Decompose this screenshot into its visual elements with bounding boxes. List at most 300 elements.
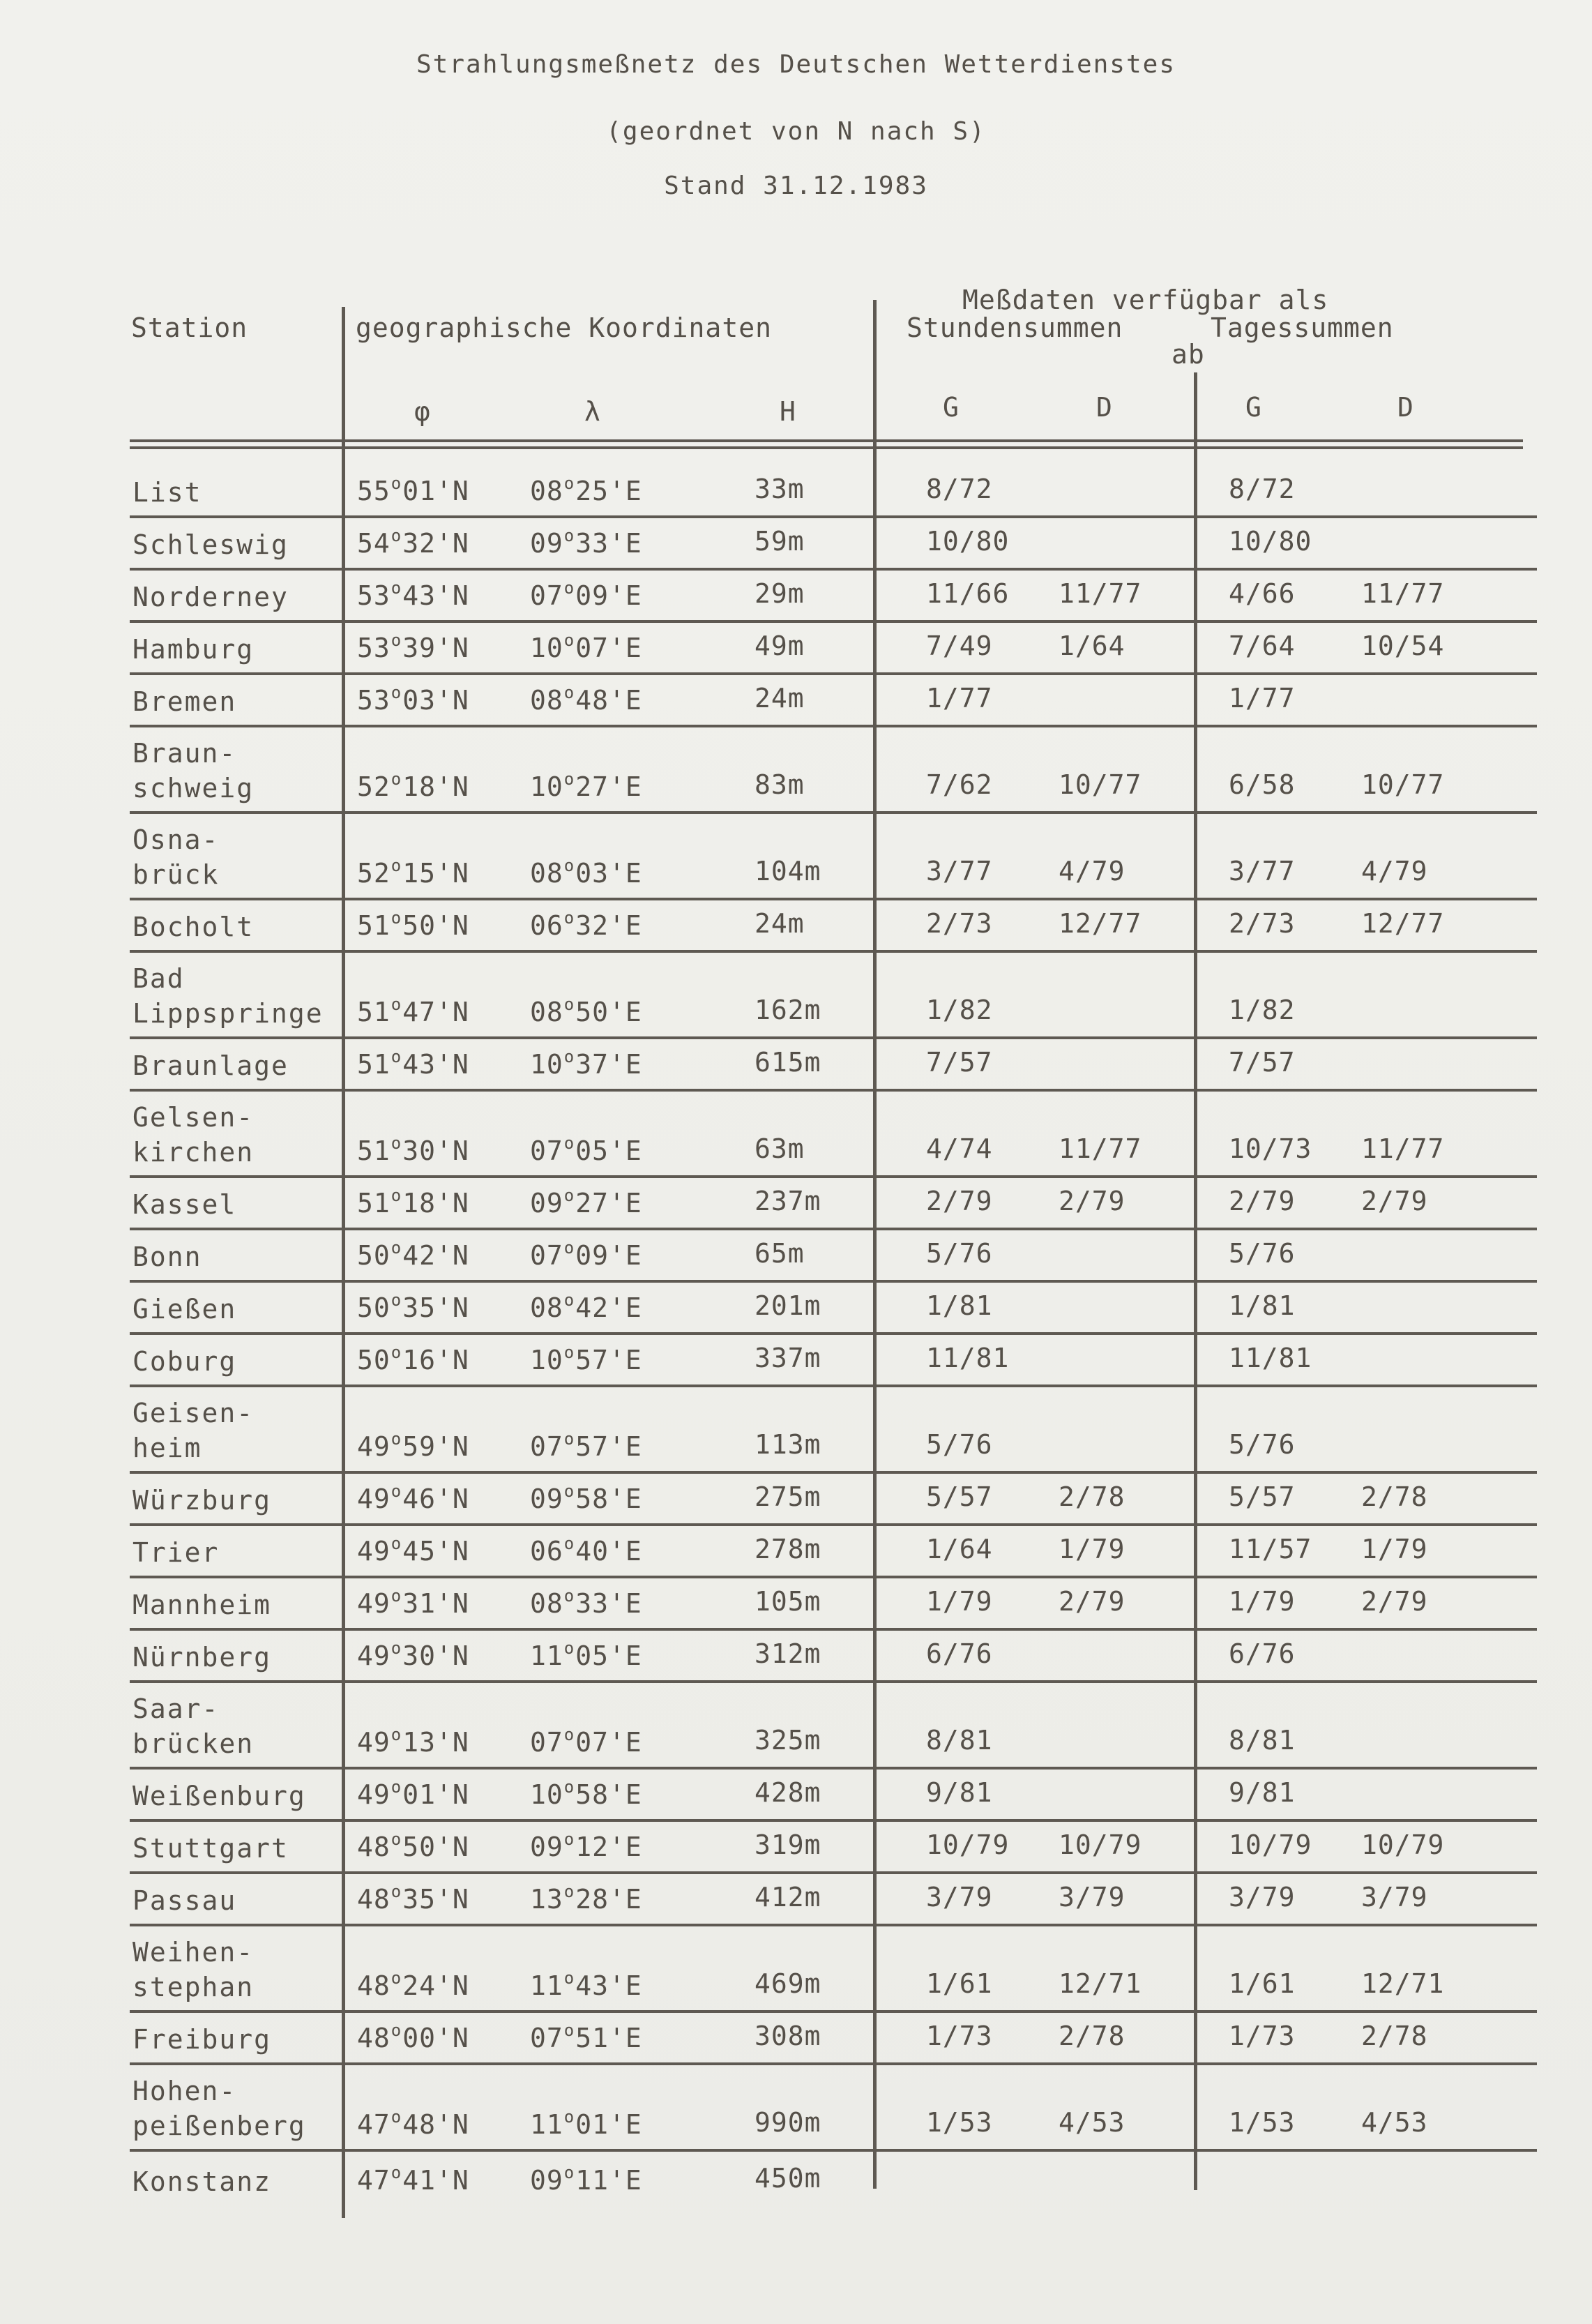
latitude [357, 1481, 469, 1514]
longitude [530, 1238, 642, 1271]
degree-symbol: o [563, 578, 575, 598]
daily-global: 7/64 [1229, 631, 1296, 661]
daily-global: 6/76 [1229, 1638, 1296, 1669]
station-name [132, 475, 202, 510]
degree-symbol: o [391, 2163, 402, 2182]
coord-degrees: 08 [530, 685, 563, 716]
latitude [357, 474, 469, 506]
coord-degrees: 50 [357, 1345, 391, 1375]
longitude [530, 1725, 642, 1758]
station-name-line: Schleswig [132, 529, 289, 560]
coord-minutes: 13'N [402, 1727, 469, 1758]
row-divider [130, 1680, 1537, 1683]
longitude [530, 2163, 642, 2196]
hourly-global: 9/81 [926, 1777, 993, 1808]
height: 33m [755, 474, 805, 504]
hourly-diffuse: 10/79 [1059, 1829, 1142, 1860]
longitude [530, 474, 642, 506]
degree-symbol: o [391, 1829, 402, 1849]
latitude [357, 1429, 469, 1462]
coord-minutes: 32'E [575, 910, 642, 941]
coord-degrees: 47 [357, 2109, 391, 2140]
coord-degrees: 51 [357, 997, 391, 1027]
latitude [357, 1968, 469, 2001]
coord-degrees: 08 [530, 476, 563, 506]
row-divider [130, 1228, 1537, 1230]
daily-global: 4/66 [1229, 578, 1296, 609]
height: 469m [755, 1968, 821, 1999]
coord-minutes: 33'E [575, 528, 642, 559]
coord-minutes: 01'N [402, 1779, 469, 1810]
coord-minutes: 42'E [575, 1292, 642, 1323]
station-name-line: schweig [132, 773, 255, 803]
station-name [132, 1344, 236, 1379]
latitude [357, 856, 469, 889]
hourly-global: 5/76 [926, 1238, 993, 1269]
daily-global: 5/57 [1229, 1481, 1296, 1512]
latitude [357, 2163, 469, 2196]
coord-minutes: 50'E [575, 997, 642, 1027]
hourly-global: 1/64 [926, 1534, 993, 1564]
longitude [530, 1829, 642, 1862]
row-divider [130, 2010, 1537, 2013]
coord-degrees: 48 [357, 1970, 391, 2001]
longitude [530, 856, 642, 889]
hourly-global: 1/61 [926, 1968, 993, 1999]
coord-minutes: 03'N [402, 685, 469, 716]
header-hourly-sums: Stundensummen [907, 312, 1123, 343]
degree-symbol: o [563, 1238, 575, 1258]
hourly-global: 1/81 [926, 1290, 993, 1321]
coord-minutes: 01'N [402, 476, 469, 506]
header-rule-top [130, 439, 1523, 442]
row-divider [130, 515, 1537, 518]
degree-symbol: o [563, 2021, 575, 2040]
coord-minutes: 07'E [575, 633, 642, 663]
longitude [530, 631, 642, 663]
coord-minutes: 11'E [575, 2165, 642, 2196]
daily-diffuse: 2/78 [1361, 2021, 1428, 2051]
station-name-line: stephan [132, 1972, 255, 2002]
degree-symbol: o [391, 1290, 402, 1310]
station-name-line: Saar- [132, 1693, 220, 1724]
height: 412m [755, 1882, 821, 1912]
coord-minutes: 41'N [402, 2165, 469, 2196]
degree-symbol: o [391, 1968, 402, 1988]
degree-symbol: o [563, 1777, 575, 1797]
degree-symbol: o [563, 1186, 575, 1205]
column-divider-station [342, 307, 345, 2218]
height: 63m [755, 1133, 805, 1164]
degree-symbol: o [563, 1638, 575, 1658]
row-divider [130, 620, 1537, 623]
row-divider [130, 2149, 1537, 2152]
row-divider [130, 1767, 1537, 1770]
latitude [357, 769, 469, 802]
degree-symbol: o [563, 856, 575, 875]
daily-diffuse: 12/71 [1361, 1968, 1445, 1999]
station-name-line: Würzburg [132, 1485, 272, 1516]
header-d-hourly: D [1096, 392, 1113, 423]
station-name-line: Mannheim [132, 1590, 272, 1620]
coord-minutes: 35'N [402, 1292, 469, 1323]
station-name [132, 1535, 219, 1570]
daily-global: 2/73 [1229, 908, 1296, 939]
station-name-line: Hamburg [132, 634, 255, 665]
coord-degrees: 49 [357, 1484, 391, 1514]
daily-global: 1/77 [1229, 683, 1296, 714]
latitude [357, 683, 469, 716]
row-divider [130, 1471, 1537, 1474]
coord-minutes: 42'N [402, 1240, 469, 1271]
degree-symbol: o [391, 1481, 402, 1501]
daily-diffuse: 4/79 [1361, 856, 1428, 886]
coord-degrees: 49 [357, 1640, 391, 1671]
hourly-global: 11/66 [926, 578, 1010, 609]
coord-minutes: 48'N [402, 2109, 469, 2140]
coord-degrees: 09 [530, 1188, 563, 1218]
station-name [132, 1935, 254, 2005]
height: 312m [755, 1638, 821, 1669]
coord-minutes: 59'N [402, 1431, 469, 1462]
height: 428m [755, 1777, 821, 1808]
coord-degrees: 52 [357, 858, 391, 889]
coord-degrees: 10 [530, 1049, 563, 1080]
coord-minutes: 43'N [402, 580, 469, 611]
degree-symbol: o [391, 1534, 402, 1553]
hourly-diffuse: 11/77 [1059, 578, 1142, 609]
degree-symbol: o [391, 1725, 402, 1744]
row-divider [130, 1280, 1537, 1283]
degree-symbol: o [391, 995, 402, 1014]
latitude [357, 908, 469, 941]
station-name-line: Kassel [132, 1189, 237, 1220]
hourly-diffuse: 11/77 [1059, 1133, 1142, 1164]
coord-degrees: 06 [530, 1536, 563, 1567]
hourly-diffuse: 2/78 [1059, 1481, 1125, 1512]
longitude [530, 578, 642, 611]
hourly-diffuse: 3/79 [1059, 1882, 1125, 1912]
coord-degrees: 52 [357, 771, 391, 802]
daily-global: 11/57 [1229, 1534, 1312, 1564]
station-name-line: Geisen- [132, 1398, 255, 1428]
coord-minutes: 58'E [575, 1779, 642, 1810]
coord-degrees: 50 [357, 1240, 391, 1271]
coord-minutes: 40'E [575, 1536, 642, 1567]
station-name [132, 1396, 254, 1465]
coord-degrees: 50 [357, 1292, 391, 1323]
coord-minutes: 51'E [575, 2023, 642, 2053]
latitude [357, 1638, 469, 1671]
coord-minutes: 57'E [575, 1431, 642, 1462]
coord-degrees: 51 [357, 1188, 391, 1218]
coord-minutes: 31'N [402, 1588, 469, 1619]
coord-degrees: 55 [357, 476, 391, 506]
hourly-global: 2/79 [926, 1186, 993, 1216]
coord-minutes: 43'N [402, 1049, 469, 1080]
station-name-line: Stuttgart [132, 1833, 289, 1864]
daily-diffuse: 11/77 [1361, 578, 1445, 609]
hourly-global: 8/72 [926, 474, 993, 504]
station-name [132, 961, 324, 1031]
hourly-global: 1/73 [926, 2021, 993, 2051]
coord-minutes: 32'N [402, 528, 469, 559]
daily-diffuse: 2/78 [1361, 1481, 1428, 1512]
station-name [132, 1779, 306, 1813]
coord-degrees: 48 [357, 2023, 391, 2053]
hourly-diffuse: 1/79 [1059, 1534, 1125, 1564]
coord-minutes: 50'N [402, 1832, 469, 1862]
row-divider [130, 1576, 1537, 1578]
station-name-line: Coburg [132, 1346, 237, 1377]
degree-symbol: o [391, 1586, 402, 1606]
daily-global: 1/82 [1229, 995, 1296, 1025]
degree-symbol: o [391, 1343, 402, 1362]
longitude [530, 1968, 642, 2001]
longitude [530, 1429, 642, 1462]
coord-degrees: 53 [357, 580, 391, 611]
daily-diffuse: 12/77 [1361, 908, 1445, 939]
daily-global: 8/72 [1229, 474, 1296, 504]
coord-degrees: 07 [530, 1135, 563, 1166]
row-divider [130, 1924, 1537, 1926]
header-height: H [780, 396, 796, 427]
daily-global: 7/57 [1229, 1047, 1296, 1078]
daily-global: 10/80 [1229, 526, 1312, 557]
station-name [132, 1187, 236, 1222]
station-name [132, 1831, 289, 1866]
hourly-diffuse: 12/77 [1059, 908, 1142, 939]
daily-global: 5/76 [1229, 1238, 1296, 1269]
coord-minutes: 25'E [575, 476, 642, 506]
row-divider [130, 950, 1537, 953]
document-subtitle: (geordnet von N nach S) [606, 117, 986, 146]
height: 65m [755, 1238, 805, 1269]
station-name [132, 684, 236, 719]
coord-minutes: 30'N [402, 1640, 469, 1671]
daily-global: 9/81 [1229, 1777, 1296, 1808]
row-divider [130, 811, 1537, 814]
station-name-line: Braun- [132, 738, 237, 769]
degree-symbol: o [563, 2163, 575, 2182]
daily-diffuse: 11/77 [1361, 1133, 1445, 1164]
daily-diffuse: 4/53 [1361, 2107, 1428, 2138]
row-divider [130, 1384, 1537, 1387]
height: 83m [755, 769, 805, 800]
hourly-global: 11/81 [926, 1343, 1010, 1373]
station-name [132, 910, 254, 944]
coord-degrees: 47 [357, 2165, 391, 2196]
latitude [357, 1290, 469, 1323]
row-divider [130, 1819, 1537, 1822]
hourly-diffuse: 12/71 [1059, 1968, 1142, 1999]
station-name [132, 580, 289, 614]
coord-degrees: 11 [530, 2109, 563, 2140]
longitude [530, 1047, 642, 1080]
hourly-global: 6/76 [926, 1638, 993, 1669]
height: 24m [755, 908, 805, 939]
coord-degrees: 08 [530, 858, 563, 889]
hourly-diffuse: 2/79 [1059, 1186, 1125, 1216]
coord-degrees: 49 [357, 1588, 391, 1619]
latitude [357, 2021, 469, 2053]
latitude [357, 2107, 469, 2140]
coord-degrees: 09 [530, 1484, 563, 1514]
station-name-line: Osna- [132, 824, 220, 855]
degree-symbol: o [563, 995, 575, 1014]
degree-symbol: o [563, 1047, 575, 1066]
height: 275m [755, 1481, 821, 1512]
header-coordinates: geographische Koordinaten [356, 312, 772, 343]
coord-degrees: 09 [530, 2165, 563, 2196]
coord-minutes: 18'N [402, 1188, 469, 1218]
header-phi: φ [414, 396, 431, 427]
row-divider [130, 1175, 1537, 1178]
hourly-diffuse: 10/77 [1059, 769, 1142, 800]
coord-degrees: 07 [530, 1727, 563, 1758]
station-name-line: List [132, 477, 202, 508]
coord-degrees: 48 [357, 1832, 391, 1862]
coord-minutes: 45'N [402, 1536, 469, 1567]
station-name-line: Braunlage [132, 1050, 289, 1081]
latitude [357, 1133, 469, 1166]
coord-degrees: 09 [530, 1832, 563, 1862]
daily-global: 10/73 [1229, 1133, 1312, 1164]
daily-global: 1/61 [1229, 1968, 1296, 1999]
degree-symbol: o [391, 683, 402, 702]
hourly-diffuse: 2/79 [1059, 1586, 1125, 1617]
degree-symbol: o [563, 631, 575, 650]
coord-degrees: 48 [357, 1884, 391, 1915]
daily-global: 11/81 [1229, 1343, 1312, 1373]
longitude [530, 1290, 642, 1323]
header-lambda: λ [584, 396, 601, 427]
degree-symbol: o [391, 1882, 402, 1901]
station-name [132, 736, 254, 806]
row-divider [130, 672, 1537, 675]
height: 104m [755, 856, 821, 886]
hourly-global: 3/77 [926, 856, 993, 886]
coord-minutes: 35'N [402, 1884, 469, 1915]
coord-degrees: 06 [530, 910, 563, 941]
coord-degrees: 07 [530, 1240, 563, 1271]
latitude [357, 1534, 469, 1567]
station-name-line: Weihen- [132, 1937, 255, 1968]
degree-symbol: o [563, 1968, 575, 1988]
hourly-diffuse: 2/78 [1059, 2021, 1125, 2051]
longitude [530, 1481, 642, 1514]
station-name-line: Gießen [132, 1294, 237, 1325]
coord-degrees: 09 [530, 528, 563, 559]
station-name-line: Norderney [132, 582, 289, 612]
height: 319m [755, 1829, 821, 1860]
longitude [530, 2107, 642, 2140]
coord-minutes: 16'N [402, 1345, 469, 1375]
coord-minutes: 01'E [575, 2109, 642, 2140]
row-divider [130, 1523, 1537, 1526]
longitude [530, 1534, 642, 1567]
coord-degrees: 10 [530, 1779, 563, 1810]
longitude [530, 2021, 642, 2053]
coord-minutes: 50'N [402, 910, 469, 941]
height: 450m [755, 2163, 821, 2194]
degree-symbol: o [391, 526, 402, 545]
column-divider-coordinates [873, 300, 877, 2189]
coord-degrees: 07 [530, 1431, 563, 1462]
coord-minutes: 03'E [575, 858, 642, 889]
hourly-global: 1/82 [926, 995, 993, 1025]
degree-symbol: o [391, 578, 402, 598]
daily-global: 5/76 [1229, 1429, 1296, 1460]
coord-minutes: 00'N [402, 2023, 469, 2053]
header-daily-sums: Tagessummen [1211, 312, 1394, 343]
coord-minutes: 46'N [402, 1484, 469, 1514]
daily-global: 2/79 [1229, 1186, 1296, 1216]
station-name [132, 527, 289, 562]
latitude [357, 1777, 469, 1810]
header-d-daily: D [1397, 392, 1414, 423]
longitude [530, 995, 642, 1027]
station-name [132, 1292, 236, 1327]
degree-symbol: o [391, 1429, 402, 1449]
degree-symbol: o [391, 1638, 402, 1658]
station-name [132, 1483, 271, 1518]
height: 308m [755, 2021, 821, 2051]
latitude [357, 1586, 469, 1619]
coord-degrees: 08 [530, 997, 563, 1027]
coord-minutes: 58'E [575, 1484, 642, 1514]
hourly-global: 5/57 [926, 1481, 993, 1512]
daily-diffuse: 10/54 [1361, 631, 1445, 661]
height: 337m [755, 1343, 821, 1373]
daily-diffuse: 2/79 [1361, 1186, 1428, 1216]
coord-minutes: 15'N [402, 858, 469, 889]
height: 201m [755, 1290, 821, 1321]
degree-symbol: o [563, 526, 575, 545]
coord-degrees: 54 [357, 528, 391, 559]
height: 105m [755, 1586, 821, 1617]
hourly-global: 5/76 [926, 1429, 993, 1460]
station-name [132, 1691, 254, 1761]
row-divider [130, 568, 1537, 571]
coord-minutes: 09'E [575, 1240, 642, 1271]
station-name-line: Passau [132, 1885, 237, 1916]
coord-minutes: 12'E [575, 1832, 642, 1862]
daily-global: 8/81 [1229, 1725, 1296, 1756]
hourly-diffuse: 1/64 [1059, 631, 1125, 661]
coord-minutes: 09'E [575, 580, 642, 611]
document-title: Strahlungsmeßnetz des Deutschen Wetterdienstes [416, 50, 1176, 79]
daily-diffuse: 2/79 [1361, 1586, 1428, 1617]
longitude [530, 1133, 642, 1166]
coord-degrees: 53 [357, 685, 391, 716]
degree-symbol: o [391, 1047, 402, 1066]
header-ab: ab [1172, 339, 1205, 370]
coord-minutes: 47'N [402, 997, 469, 1027]
degree-symbol: o [391, 1133, 402, 1153]
hourly-global: 7/49 [926, 631, 993, 661]
coord-degrees: 51 [357, 1049, 391, 1080]
daily-diffuse: 1/79 [1361, 1534, 1428, 1564]
height: 237m [755, 1186, 821, 1216]
coord-degrees: 51 [357, 1135, 391, 1166]
height: 24m [755, 683, 805, 714]
latitude [357, 1238, 469, 1271]
document-date: Stand 31.12.1983 [664, 172, 928, 200]
coord-degrees: 10 [530, 1345, 563, 1375]
station-name [132, 632, 254, 667]
hourly-global: 7/62 [926, 769, 993, 800]
